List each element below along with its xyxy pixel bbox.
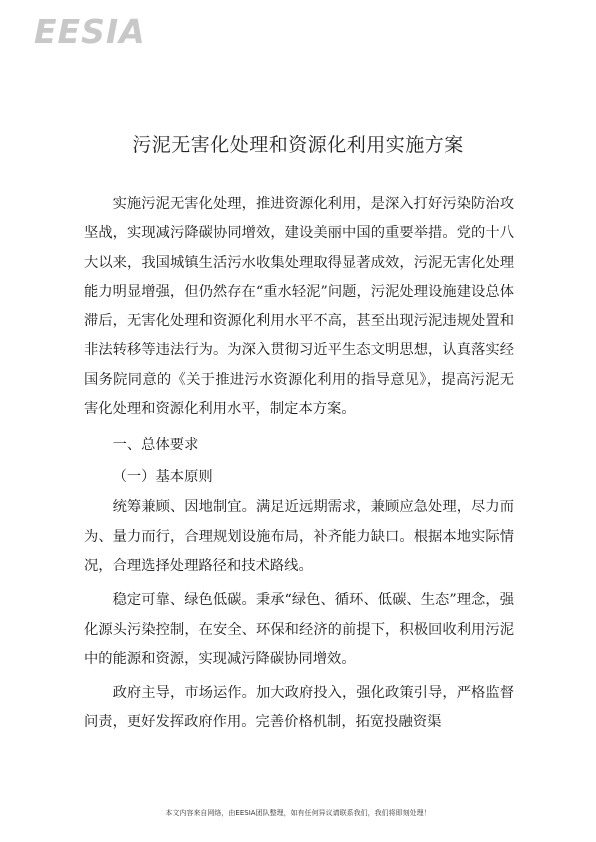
footer-disclaimer: 本文内容来自网络，由EESIA团队整理，如有任何异议请联系我们，我们将即刻处理！	[165, 809, 431, 817]
principle-paragraph-2: 稳定可靠、绿色低碳。秉承“绿色、循环、低碳、生态”理念，强化源头污染控制，在安全、环保和经济的前提下，积极回收利用污泥中的能源和资源，实现减污降碳协同增效。	[84, 592, 514, 667]
document-title: 污泥无害化处理和资源化利用实施方案	[132, 134, 464, 156]
principle-paragraph-3: 政府主导，市场运作。加大政府投入，强化政策引导，严格监督问责，更好发挥政府作用。完善价格机制，拓宽投融资渠	[84, 685, 514, 731]
section-heading: 一、总体要求	[112, 437, 199, 454]
subsection-heading: （一）基本原则	[112, 469, 213, 486]
intro-paragraph: 实施污泥无害化处理，推进资源化利用，是深入打好污染防治攻坚战，实现减污降碳协同增效，建设美丽中国的重要举措。党的十八大以来，我国城镇生活污水收集处理取得显著成效，污泥无害化处理能力明显增强，但仍然存在“重水轻泥”问题，污泥处理设施建设总体滞后，无害化处理和资源化利用水平不高，甚至出现污泥违规处置和非法转移等违法行为。为深入贯彻习近平生态文明思想，认真落实经国务院同意的《关于推进污水资源化利用的指导意见》，提高污泥无害化处理和资源化利用水平，制定本方案。	[84, 196, 514, 418]
eesia-logo: EESIA	[34, 12, 146, 51]
principle-paragraph-1: 统筹兼顾、因地制宜。满足近远期需求，兼顾应急处理，尽力而为、量力而行，合理规划设施布局，补齐能力缺口。根据本地实际情况，合理选择处理路径和技术路线。	[84, 499, 514, 574]
document-body	[84, 190, 514, 738]
